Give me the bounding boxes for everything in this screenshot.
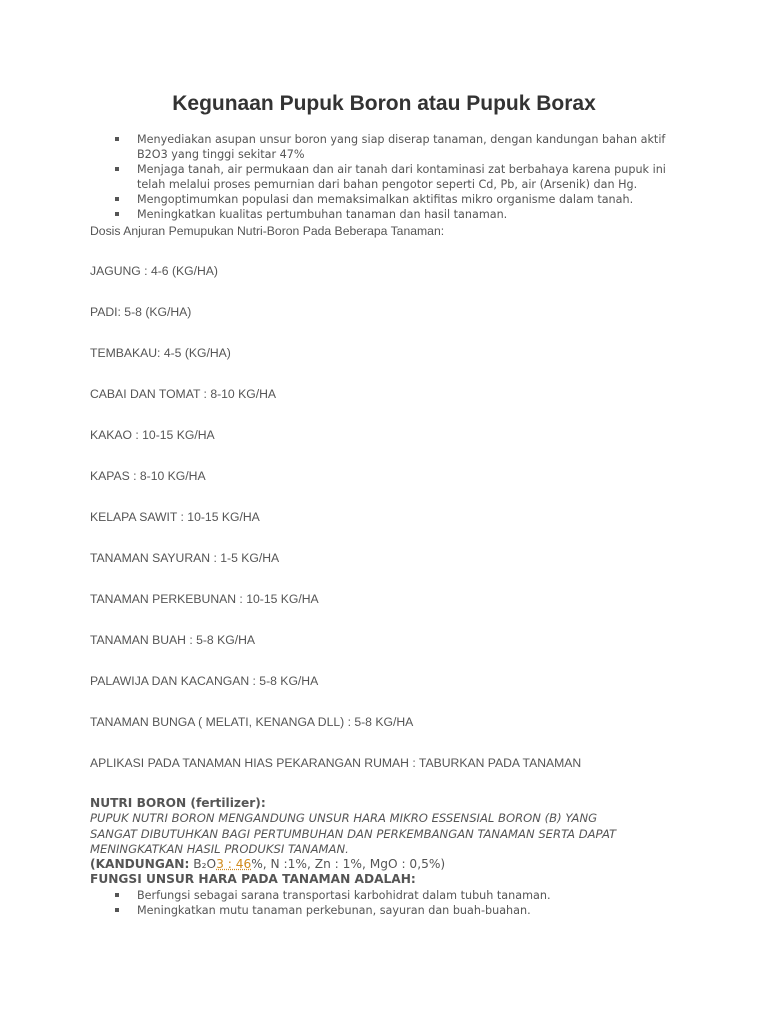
nutri-boron-section	[90, 796, 690, 888]
kandungan-line	[90, 857, 690, 872]
square-bullet-icon	[115, 167, 119, 171]
page-title: Kegunaan Pupuk Boron atau Pupuk Borax	[172, 92, 596, 115]
benefit-text: Menyediakan asupan unsur boron yang siap diserap tanaman, dengan kandungan bahan aktif B2O3 yang tinggi sekitar 47%	[137, 133, 666, 161]
square-bullet-icon	[115, 137, 119, 141]
dosage-line: CABAI DAN TOMAT : 8-10 KG/HA	[90, 387, 277, 401]
list-item	[113, 162, 673, 192]
dosage-line: TANAMAN BUAH : 5-8 KG/HA	[90, 633, 256, 647]
dosage-line: TANAMAN BUNGA ( MELATI, KENANGA DLL) : 5-8 KG/HA	[90, 715, 414, 729]
benefit-text: Mengoptimumkan populasi dan memaksimalkan aktifitas mikro organisme dalam tanah.	[137, 193, 634, 206]
dosage-line: APLIKASI PADA TANAMAN HIAS PEKARANGAN RUMAH : TABURKAN PADA TANAMAN	[90, 756, 582, 770]
nutri-description-line: MENINGKATKAN HASIL PRODUKSI TANAMAN.	[90, 841, 349, 856]
square-bullet-icon	[115, 908, 119, 912]
square-bullet-icon	[115, 212, 119, 216]
dosage-line: KELAPA SAWIT : 10-15 KG/HA	[90, 510, 260, 524]
list-item	[113, 888, 673, 903]
list-item	[113, 903, 673, 918]
fungsi-heading: FUNGSI UNSUR HARA PADA TANAMAN ADALAH:	[90, 872, 416, 887]
nutri-description-line: SANGAT DIBUTUHKAN BAGI PERTUMBUHAN DAN PERKEMBANGAN TANAMAN SERTA DAPAT	[90, 826, 617, 841]
dosage-line: TANAMAN PERKEBUNAN : 10-15 KG/HA	[90, 592, 319, 606]
square-bullet-icon	[115, 893, 119, 897]
kandungan-formula: B₂O	[193, 857, 217, 872]
nutri-description-line: PUPUK NUTRI BORON MENGANDUNG UNSUR HARA MIKRO ESSENSIAL BORON (B) YANG	[90, 811, 598, 826]
dosage-line: KAKAO : 10-15 KG/HA	[90, 428, 215, 442]
dosage-line: PALAWIJA DAN KACANGAN : 5-8 KG/HA	[90, 674, 319, 688]
dosage-line: JAGUNG : 4-6 (KG/HA)	[90, 264, 218, 278]
square-bullet-icon	[115, 197, 119, 201]
dosage-line: KAPAS : 8-10 KG/HA	[90, 469, 206, 483]
dosage-intro: Dosis Anjuran Pemupukan Nutri-Boron Pada Beberapa Tanaman:	[90, 224, 445, 238]
list-item	[113, 192, 673, 207]
fungsi-text: Meningkatkan mutu tanaman perkebunan, sayuran dan buah-buahan.	[137, 904, 531, 917]
fungsi-list	[113, 888, 673, 918]
benefits-list	[113, 132, 673, 222]
dosage-line: TANAMAN SAYURAN : 1-5 KG/HA	[90, 551, 280, 565]
list-item	[113, 132, 673, 162]
benefit-text: Meningkatkan kualitas pertumbuhan tanaman dan hasil tanaman.	[137, 208, 508, 221]
list-item	[113, 207, 673, 222]
benefit-text: Menjaga tanah, air permukaan dan air tanah dari kontaminasi zat berbahaya karena pupuk ini telah melalui proses pemurnian dari bahan pengotor seperti Cd, Pb, air (Arsenik) dan Hg.	[137, 163, 666, 191]
kandungan-label: (KANDUNGAN:	[90, 857, 190, 872]
dosage-line: TEMBAKAU: 4-5 (KG/HA)	[90, 346, 231, 360]
dosage-line: PADI: 5-8 (KG/HA)	[90, 305, 192, 319]
kandungan-rest: %, N :1%, Zn : 1%, MgO : 0,5%)	[251, 857, 446, 872]
fungsi-text: Berfungsi sebagai sarana transportasi karbohidrat dalam tubuh tanaman.	[137, 889, 551, 902]
kandungan-link[interactable]: 3 : 46	[216, 857, 252, 872]
nutri-heading: NUTRI BORON (fertilizer):	[90, 796, 266, 810]
